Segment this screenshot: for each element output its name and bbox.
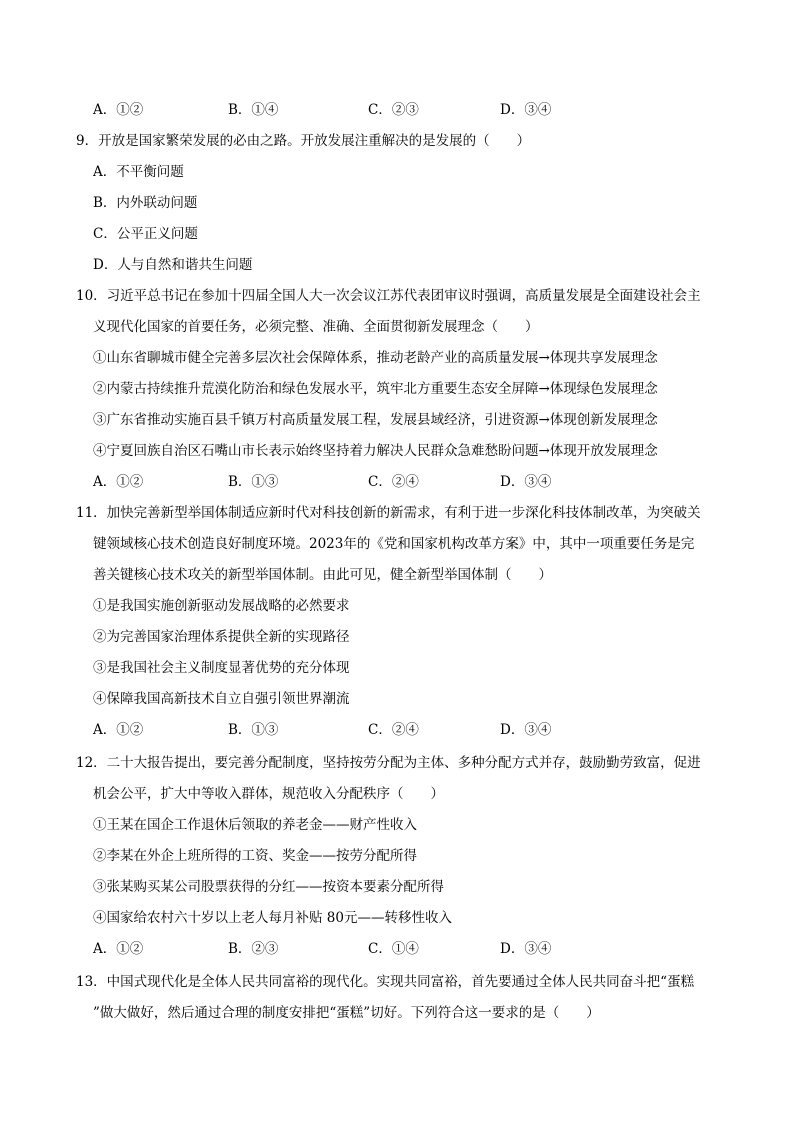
q12-choices: [0, 939, 794, 959]
q11-item-2: ②为完善国家治理体系提供全新的实现路径: [93, 629, 350, 645]
q12-stem-line1: 12．二十大报告提出，要完善分配制度，坚持按劳分配为主体、多种分配方式并存，鼓励勤劳致富，促进: [76, 755, 701, 771]
q8-choice-c: C．②③: [368, 102, 419, 118]
q11-choice-c: C．②④: [368, 722, 419, 738]
q11-choice-d: D．③④: [500, 722, 552, 738]
q11-stem-line3: 善关键核心技术攻关的新型举国体制。由此可见，健全新型举国体制（ ）: [93, 567, 552, 583]
q9-option-d: D．人与自然和谐共生问题: [93, 257, 253, 273]
q10-choices: [0, 472, 794, 492]
q10-choice-c: C．②④: [368, 474, 419, 490]
q12-item-2: ②李某在外企上班所得的工资、奖金——按劳分配所得: [93, 848, 417, 864]
q9-option-b: B．内外联动问题: [93, 195, 198, 211]
q8-choices: [0, 100, 794, 120]
q11-item-4: ④保障我国高新技术自立自强引领世界潮流: [93, 691, 350, 707]
q12-choice-b: B．②③: [228, 941, 279, 957]
q11-choices: [0, 720, 794, 740]
q10-item-2: ②内蒙古持续推升荒漠化防治和绿色发展水平，筑牢北方重要生态安全屏障→体现绿色发展理念: [93, 381, 658, 397]
q12-choice-c: C．①④: [368, 941, 419, 957]
q10-item-3: ③广东省推动实施百县千镇万村高质量发展工程，发展县域经济，引进资源→体现创新发展理念: [93, 412, 658, 428]
q13-stem-line2: ”做大做好，然后通过合理的制度安排把“蛋糕”切好。下列符合这一要求的是（ ）: [93, 1005, 600, 1021]
q12-item-1: ①王某在国企工作退休后领取的养老金——财产性收入: [93, 817, 417, 833]
q10-choice-a: A．①②: [93, 474, 144, 490]
q10-choice-d: D．③④: [500, 474, 552, 490]
q12-choice-a: A．①②: [93, 941, 144, 957]
q10-item-1: ①山东省聊城市健全完善多层次社会保障体系，推动老龄产业的高质量发展→体现共享发展理念: [93, 350, 658, 366]
q11-stem-line1: 11．加快完善新型举国体制适应新时代对科技创新的新需求，有利于进一步深化科技体制改革，为突破关: [76, 505, 701, 521]
q12-item-3: ③张某购买某公司股票获得的分红——按资本要素分配所得: [93, 879, 444, 895]
q11-item-1: ①是我国实施创新驱动发展战略的必然要求: [93, 598, 350, 614]
q9-option-a: A．不平衡问题: [93, 164, 184, 180]
q12-item-4: ④国家给农村六十岁以上老人每月补贴 80元——转移性收入: [93, 910, 452, 926]
q9-option-c: C．公平正义问题: [93, 226, 198, 242]
q10-stem-line1: 10．习近平总书记在参加十四届全国人大一次会议江苏代表团审议时强调，高质量发展是全面建设社会主: [76, 288, 701, 304]
q10-stem-line2: 义现代化国家的首要任务，必须完整、准确、全面贯彻新发展理念（ ）: [93, 319, 539, 335]
q10-choice-b: B．①③: [228, 474, 279, 490]
q11-choice-a: A．①②: [93, 722, 144, 738]
q8-choice-b: B．①④: [228, 102, 279, 118]
q12-choice-d: D．③④: [500, 941, 552, 957]
q10-item-4: ④宁夏回族自治区石嘴山市长表示始终坚持着力解决人民群众急难愁盼问题→体现开放发展理念: [93, 443, 658, 459]
q8-choice-a: A．①②: [93, 102, 144, 118]
q12-stem-line2: 机会公平，扩大中等收入群体，规范收入分配秩序（ ）: [93, 786, 444, 802]
q11-choice-b: B．①③: [228, 722, 279, 738]
q11-item-3: ③是我国社会主义制度显著优势的充分体现: [93, 660, 350, 676]
q11-stem-line2: 键领域核心技术创造良好制度环境。2023年的《党和国家机构改革方案》中，其中一项重要任务是完: [93, 536, 695, 552]
q9-stem: 9．开放是国家繁荣发展的必由之路。开放发展注重解决的是发展的（ ）: [76, 133, 531, 149]
q8-choice-d: D．③④: [500, 102, 552, 118]
q13-stem-line1: 13．中国式现代化是全体人民共同富裕的现代化。实现共同富裕，首先要通过全体人民共同奋斗把“蛋糕: [76, 974, 695, 990]
